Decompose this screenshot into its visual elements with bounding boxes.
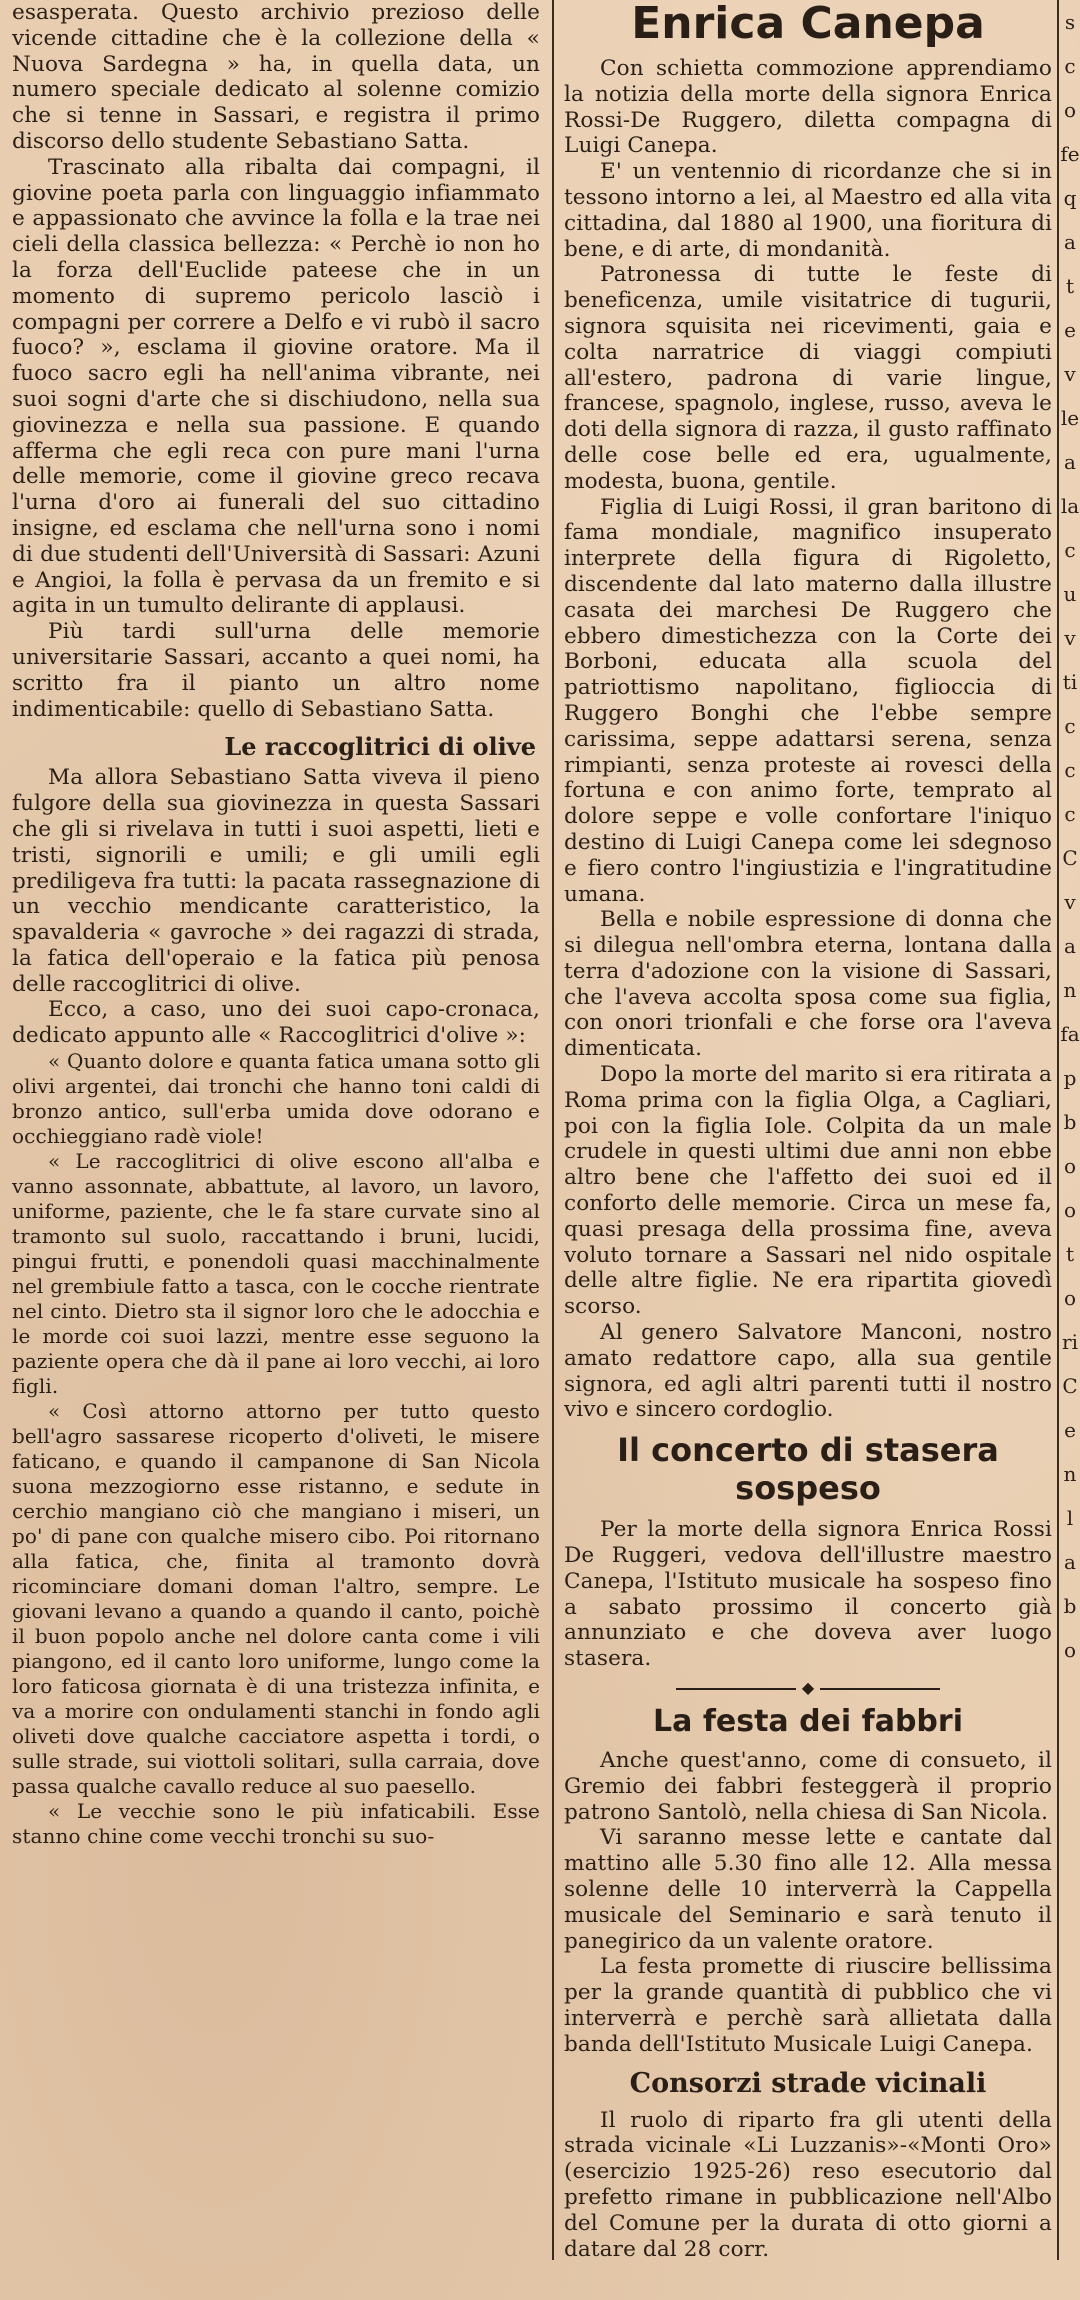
edge-fragment-char: ti [1062,670,1078,694]
edge-fragment-char: C [1062,1374,1078,1398]
article-paragraph: Vi saranno messe lette e cantate dal mattino alle 5.30 fino alle 12. Alla messa solenne delle 10 interverrà la Cappella musicale del Seminario e sarà tenuto il panegirico da un valente oratore. [564,1825,1052,1954]
edge-fragment-char: fe [1060,142,1080,166]
edge-fragment-char: c [1064,802,1076,826]
article-paragraph: Il ruolo di riparto fra gli utenti della strada vicinale «Li Luzzanis»-«Monti Oro» (esercizio 1925-26) reso esecutorio dal prefetto rimane in pubblicazione nell'Albo del Comune per la durata di otto giorni a datare dal 28 corr. [564,2107,1052,2262]
edge-fragment-char: p [1063,1066,1077,1090]
edge-fragment-char: v [1064,890,1076,914]
headline-festa-fabbri: La festa dei fabbri [653,1704,963,1740]
article-paragraph: Patronessa di tutte le feste di beneficenza, umile visitatrice di tugurii, signora squisita nei ricevimenti, gaia e colta narratrice di viaggi compiuti all'estero, padrona di varie lingue, francese, spagnolo, inglese, russo, aveva le doti della signora di razza, il gusto raffinato delle cose belle ed era, ugualmente, modesta, buona, gentile. [564,262,1052,494]
edge-fragment-char: o [1063,1286,1077,1310]
edge-fragment-char: n [1063,1462,1077,1486]
edge-fragment-char: u [1063,582,1077,606]
edge-fragment-char: s [1064,10,1076,34]
edge-fragment-char: e [1064,318,1076,342]
edge-fragment-char: a [1064,450,1076,474]
edge-fragment-char: b [1063,1110,1077,1134]
edge-fragment-char: C [1062,846,1078,870]
edge-fragment-char: ri [1062,1330,1078,1354]
edge-fragment-char: o [1063,1154,1077,1178]
edge-fragment-char: a [1064,934,1076,958]
article-paragraph: Bella e nobile espressione di donna che si dilegua nell'ombra eterna, lontana dalla terra d'adozione con la visione di Sassari, che l'aveva accolta sposa come sua figlia, con onori trionfali e che forse ora l'aveva dimenticata. [564,907,1052,1062]
article-paragraph: Per la morte della signora Enrica Rossi De Ruggeri, vedova dell'illustre maestro Canepa, l'Istituto musicale ha sospeso fino a sabato prossimo il concerto già annunziato e che doveva aver luogo stasera. [564,1517,1052,1672]
left-column [0,0,548,1849]
edge-fragment-char: t [1065,274,1075,298]
article-paragraph: Dopo la morte del marito si era ritirata a Roma prima con la figlia Olga, a Cagliari, poi con la figlia Iole. Colpita da un male crudele in questi ultimi due anni non ebbe altro bene che l'affetto dei suoi ed il conforto delle memorie. Circa un mese fa, quasi presaga della prossima fine, aveva voluto tornare a Sassari nel nido ospitale delle altre figlie. Ne era ripartita giovedì scorso. [564,1062,1052,1320]
quote-paragraph: « Le vecchie sono le più infaticabili. Esse stanno chine come vecchi tronchi su suo- [12,1799,540,1849]
edge-fragment-char: l [1066,1506,1074,1530]
edge-fragment-char: fa [1060,1022,1080,1046]
quote-paragraph: « Quanto dolore e quanta fatica umana sotto gli olivi argentei, dai tronchi che hanno toni caldi di bronzo antico, sull'erba umida dove odorano e occhieggiano radè viole! [12,1049,540,1149]
article-paragraph: Figlia di Luigi Rossi, il gran baritono di fama mondiale, magnifico insuperato interprete della figura di Rigoletto, discendente dal lato materno dalla illustre casata dei marchesi De Ruggero che ebbero dimestichezza con la Corte dei Borboni, educata alla scuola del patriottismo napolitano, figlioccia di Ruggero Bonghi che l'ebbe sempre carissima, seppe adattarsi serena, senza rimpianti, senza proteste ai rovesci della fortuna e con animo forte, temprato al dolore seppe e volle confortare l'iniquo destino di Luigi Canepa come lei sdegnoso e fiero contro l'ingiustizia e l'ingratitudine umana. [564,494,1052,907]
edge-fragment-char: a [1064,1550,1076,1574]
ornament-divider: ◆ [564,1678,1052,1698]
section-title: Le raccoglitrici di olive [224,732,536,762]
middle-column [558,0,1058,2262]
edge-fragment-char: c [1064,54,1076,78]
edge-fragment-char: v [1064,626,1076,650]
edge-fragment-char: c [1064,538,1076,562]
edge-fragment-char: o [1063,98,1077,122]
article-paragraph: Trascinato alla ribalta dai compagni, il giovine poeta parla con linguaggio infiammato e appassionato che avvince la folla e la trae nei cieli della classica bellezza: « Perchè io non ho la forza dell'Euclide pateese che in un momento di supremo pericolo lasciò i compagni per correre a Delfo e vi rubò il sacro fuoco? », esclama il giovine oratore. Ma il fuoco sacro egli ha nell'anima vibrante, nei suoi sogni d'arte che si dischiudono, nella sua giovinezza e nella sua passione. E quando afferma che egli reca con pure mani l'urna delle memorie, come il giovine greco recava l'urna d'oro ai funerali del suo cittadino insigne, ed esclama che nell'urna sono i nomi di due studenti dell'Università di Sassari: Azuni e Angioi, la folla è pervasa da un fremito e si agita in un tumulto delirante di applausi. [12,154,540,619]
edge-fragment-char: o [1063,1638,1077,1662]
right-edge-fragment [1060,0,1080,1672]
edge-fragment-char: n [1063,978,1077,1002]
article-paragraph: E' un ventennio di ricordanze che si in tessono intorno a lei, al Maestro ed alla vita cittadina, dal 1880 al 1900, una fioritura di bene, e di arte, di mondanità. [564,159,1052,262]
article-paragraph: Al genero Salvatore Manconi, nostro amato redattore capo, alla sua gentile signora, ed agli altri parenti tutti il nostro vivo e sincero cordoglio. [564,1320,1052,1423]
edge-fragment-char: q [1063,186,1077,210]
headline-concerto: Il concerto di stasera sospeso [617,1431,999,1508]
edge-fragment-char: b [1063,1594,1077,1618]
article-paragraph: Anche quest'anno, come di consueto, il Gremio dei fabbri festeggerà il proprio patrono Santolò, nella chiesa di San Nicola. [564,1748,1052,1825]
article-paragraph: La festa promette di riuscire bellissima per la grande quantità di pubblico che vi interverrà e perchè sarà allietata dalla banda dell'Istituto Musicale Luigi Canepa. [564,1954,1052,2057]
article-paragraph: Ma allora Sebastiano Satta viveva il pieno fulgore della sua giovinezza in questa Sassari che gli si rivelava in tutti i suoi aspetti, lieti e tristi, signorili e umili; e gli umili egli prediligeva fra tutti: la pacata rassegnazione di un vecchio mendicante caratteristico, la spavalderia « gavroche » dei ragazzi di strada, la fatica dell'operaio e la fatica più penosa delle raccoglitrici di olive. [12,765,540,997]
edge-fragment-char: c [1064,714,1076,738]
article-paragraph: Con schietta commozione apprendiamo la notizia della morte della signora Enrica Rossi-De Ruggero, diletta compagna di Luigi Canepa. [564,56,1052,159]
edge-fragment-char: t [1065,1242,1075,1266]
quote-paragraph: « Così attorno attorno per tutto questo bell'agro sassarese ricoperto d'oliveti, le misere faticano, e quando il campanone di San Nicola suona mezzogiorno esse ristanno, e sedute in cerchio mangiano ciò che mangiano i miseri, un po' di pane con qualche misero cibo. Poi ritornano alla fatica, che, finita al tramonto dovrà ricominciare domani doman l'altro, sempre. Le giovani levano a quando a quando il canto, poichè il buon popolo anche nel dolore canta come i vili piangono, ed il canto loro uniforme, lungo come la loro faticosa giornata è di una tristezza infinita, e va a morire con ondulamenti stanchi in fondo agli oliveti dove qualche cacciatore aspetta i tordi, o sulle strade, sui viottoli solitari, sulla carraia, dove passa qualche cavallo reduce al suo paesello. [12,1399,540,1799]
edge-fragment-char: c [1064,758,1076,782]
column-rule [552,0,554,2260]
edge-fragment-char: v [1064,362,1076,386]
quote-paragraph: « Le raccoglitrici di olive escono all'alba e vanno assonnate, abbattute, al lavoro, un lavoro, uniforme, paziente, che le fa stare curvate sino al tramonto sul suolo, raccattando i bruni, lucidi, pingui frutti, e ponendoli quasi macchinalmente nel grembiule fatto a tasca, con le cocche rientrate nel cinto. Dietro sta il signor loro che le adocchia e le morde coi suoi lazzi, mentre esse seguono la paziente opera che dà il pane ai loro vecchi, ai loro figli. [12,1149,540,1399]
edge-fragment-char: e [1064,1418,1076,1442]
article-paragraph: esasperata. Questo archivio prezioso delle vicende cittadine che è la collezione della « Nuova Sardegna » ha, in quella data, un numero speciale dedicato al solenne comizio che si tenne in Sassari, e registra il primo discorso dello studente Sebastiano Satta. [12,0,540,154]
edge-fragment-char: la [1060,494,1080,518]
headline-enrica-canepa: Enrica Canepa [631,0,985,49]
article-paragraph: Ecco, a caso, uno dei suoi capo-cronaca, dedicato appunto alle « Raccoglitrici d'olive »: [12,997,540,1049]
edge-fragment-char: a [1064,230,1076,254]
headline-consorzi: Consorzi strade vicinali [629,2067,987,2099]
edge-fragment-char: o [1063,1198,1077,1222]
article-paragraph: Più tardi sull'urna delle memorie universitarie Sassari, accanto a quei nomi, ha scritto fra il pianto un altro nome indimenticabile: quello di Sebastiano Satta. [12,619,540,722]
edge-fragment-char: le [1060,406,1080,430]
